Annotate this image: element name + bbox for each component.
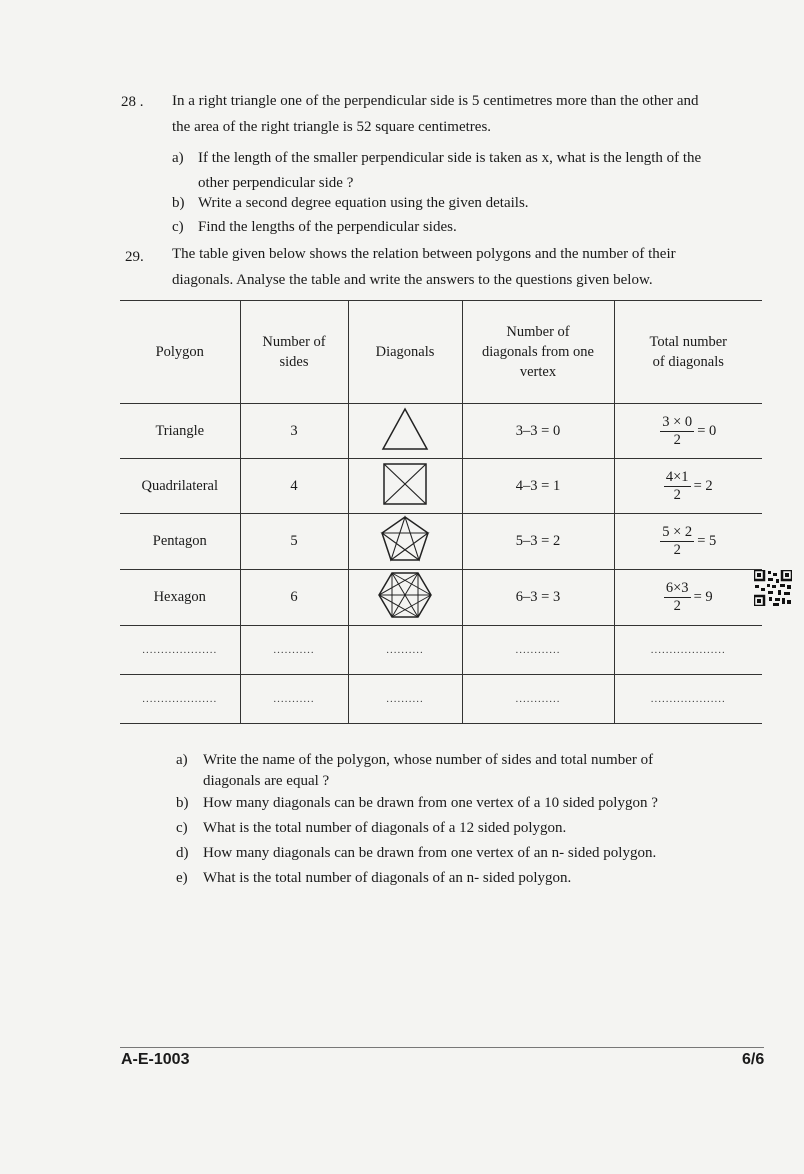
number-of-sides: 4 [240, 459, 348, 514]
polygon-diagonals-table [120, 300, 762, 724]
blank-cell: .................... [614, 675, 762, 724]
diagonals-from-vertex: 6–3 = 3 [462, 570, 614, 626]
paper-code: A-E-1003 [121, 1051, 190, 1068]
page-number: 6/6 [742, 1051, 765, 1068]
q29-question-d-text: How many diagonals can be drawn from one vertex of an n- sided polygon. [203, 845, 657, 861]
blank-cell: ........... [240, 626, 348, 675]
q29-number: 29. [125, 249, 144, 265]
fraction-result: = 0 [697, 422, 717, 439]
polygon-name: Triangle [120, 404, 240, 459]
total-diagonals [614, 514, 762, 570]
table-row [120, 514, 762, 570]
table-row [120, 570, 762, 626]
fraction-numerator: 6×3 [665, 580, 689, 596]
diagonals-from-vertex: 4–3 = 1 [462, 459, 614, 514]
q29-question-c [176, 820, 566, 837]
header-total-diagonals: Total number of diagonals [614, 301, 762, 404]
fraction-denominator: 2 [673, 486, 681, 503]
q29-question-b [176, 795, 658, 812]
blank-cell: .......... [348, 626, 462, 675]
q29-question-c-text: What is the total number of diagonals of a 12 sided polygon. [203, 820, 567, 836]
polygon-name: Pentagon [120, 514, 240, 570]
diagonals-from-vertex: 5–3 = 2 [462, 514, 614, 570]
header-polygon: Polygon [120, 301, 240, 404]
q28-part-c-text: Find the lengths of the perpendicular sides. [198, 219, 457, 235]
polygon-name: Hexagon [120, 570, 240, 626]
quadrilateral-diagonals-icon [348, 459, 462, 514]
pentagon-diagonals-icon [348, 514, 462, 570]
q28-part-b-label: b) [172, 195, 185, 211]
q29-question-d-label: d) [176, 845, 189, 861]
q29-question-b-text: How many diagonals can be drawn from one vertex of a 10 sided polygon ? [203, 795, 658, 811]
blank-cell: .................... [120, 675, 240, 724]
blank-cell: ............ [462, 626, 614, 675]
q28-part-a-line2: other perpendicular side ? [198, 175, 354, 191]
q29-question-e [176, 870, 571, 887]
q29-question-a-line2: diagonals are equal ? [203, 773, 330, 789]
blank-cell: .......... [348, 675, 462, 724]
total-diagonals [614, 570, 762, 626]
q28-text-line2: the area of the right triangle is 52 square centimetres. [172, 119, 492, 135]
q29-question-e-label: e) [176, 870, 188, 886]
q29-question-e-text: What is the total number of diagonals of an n- sided polygon. [203, 870, 572, 886]
footer-divider [120, 1047, 764, 1048]
polygon-name: Quadrilateral [120, 459, 240, 514]
fraction-numerator: 4×1 [665, 468, 689, 485]
hexagon-diagonals-icon [348, 570, 462, 626]
table-row [120, 404, 762, 459]
number-of-sides: 6 [240, 570, 348, 626]
blank-cell: ........... [240, 675, 348, 724]
blank-row [120, 626, 762, 675]
q29-question-a-line1: Write the name of the polygon, whose number of sides and total number of [203, 752, 654, 768]
q29-text-line1: The table given below shows the relation between polygons and the number of their [172, 246, 676, 262]
q28-part-b-text: Write a second degree equation using the given details. [198, 195, 529, 211]
q29-question-a [176, 750, 653, 792]
fraction-denominator: 2 [673, 598, 681, 614]
q28-number: 28 . [121, 94, 144, 110]
fraction-denominator: 2 [673, 431, 681, 448]
total-diagonals [614, 404, 762, 459]
fraction-numerator: 3 × 0 [662, 413, 693, 430]
q29-text [172, 241, 772, 293]
q29-question-a-label: a) [176, 752, 188, 768]
q28-part-a-label: a) [172, 150, 184, 166]
table-row [120, 459, 762, 514]
fraction-result: = 5 [697, 533, 717, 549]
table-header-row [120, 301, 762, 404]
fraction-denominator: 2 [673, 542, 681, 558]
number-of-sides: 5 [240, 514, 348, 570]
q28-part-b [172, 195, 529, 212]
fraction-result: = 2 [693, 477, 713, 494]
header-number-of-sides: Number of sides [240, 301, 348, 404]
q28-part-a [172, 146, 772, 196]
fraction-numerator: 5 × 2 [662, 524, 693, 540]
total-diagonals [614, 459, 762, 514]
header-diagonals: Diagonals [348, 301, 462, 404]
blank-cell: .................... [120, 626, 240, 675]
qr-code-icon [754, 570, 792, 606]
q29-question-d [176, 845, 656, 862]
blank-row [120, 675, 762, 724]
q28-part-c-label: c) [172, 219, 184, 235]
blank-cell: .................... [614, 626, 762, 675]
triangle-icon [348, 404, 462, 459]
q29-question-b-label: b) [176, 795, 189, 811]
q28-text-line1: In a right triangle one of the perpendicular side is 5 centimetres more than the other and [172, 93, 699, 109]
q29-question-c-label: c) [176, 820, 188, 836]
q29-text-line2: diagonals. Analyse the table and write the answers to the questions given below. [172, 272, 653, 288]
header-diagonals-from-vertex: Number of diagonals from one vertex [462, 301, 614, 404]
fraction-result: = 9 [693, 589, 713, 605]
diagonals-from-vertex: 3–3 = 0 [462, 404, 614, 459]
q28-text [172, 88, 772, 140]
q28-part-c [172, 219, 457, 236]
q28-part-a-line1: If the length of the smaller perpendicular side is taken as x, what is the length of the [198, 150, 702, 166]
number-of-sides: 3 [240, 404, 348, 459]
blank-cell: ............ [462, 675, 614, 724]
